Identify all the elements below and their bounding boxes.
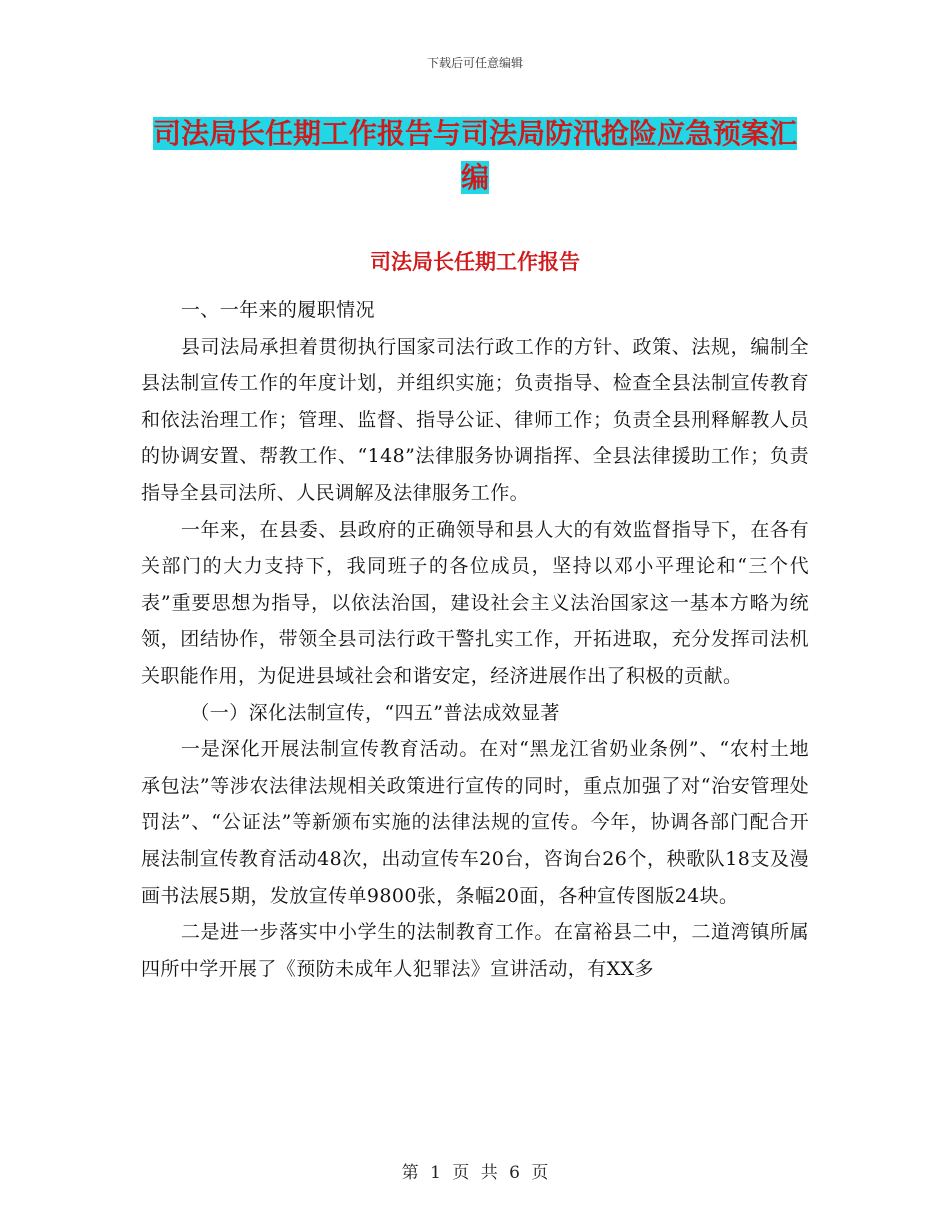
document-body — [141, 292, 809, 987]
paragraph: 一年来，在县委、县政府的正确领导和县人大的有效监督指导下，在各有关部门的大力支持下，我同班子的各位成员，坚持以邓小平理论和“三个代表”重要思想为指导，以依法治国，建设社会主义法治国家这一基本方略为统领，团结协作，带领全县司法行政干警扎实工作，开拓进取，充分发挥司法机关职能作用，为促进县域社会和谐安定，经济进展作出了积极的贡献。 — [141, 518, 809, 687]
paragraph-heading-1: 一、一年来的履职情况 — [180, 299, 375, 321]
paragraph: 一是深化开展法制宣传教育活动。在对“黑龙江省奶业条例”、“农村土地承包法”等涉农法律法规相关政策进行宣传的同时，重点加强了对“治安管理处罚法”、“公证法”等新颁布实施的法律法规的宣传。今年，协调各部门配合开展法制宣传教育活动48次，出动宣传车20台，咨询台26个，秧歌队18支及漫画书法展5期，发放宣传单9800张，条幅20面，各种宣传图版24块。 — [141, 738, 809, 907]
paragraph: 县司法局承担着贯彻执行国家司法行政工作的方针、政策、法规，编制全县法制宣传工作的年度计划，并组织实施；负责指导、检查全县法制宣传教育和依法治理工作；管理、监督、指导公证、律师工作；负责全县刑释解教人员的协调安置、帮教工作、“148”法律服务协调指挥、全县法律援助工作；负责指导全县司法所、人民调解及法律服务工作。 — [141, 335, 809, 504]
paragraph-subheading: （一）深化法制宣传，“四五”普法成效显著 — [190, 701, 560, 724]
document-title-line-1: 司法局长任期工作报告与司法局防汛抢险应急预案汇 — [152, 117, 797, 150]
document-title — [140, 112, 810, 200]
header-note: 下载后可任意编辑 — [426, 56, 523, 70]
paragraph: 二是进一步落实中小学生的法制教育工作。在富裕县二中，二道湾镇所属四所中学开展了《预防未成年人犯罪法》宣讲活动，有XX多 — [141, 921, 809, 980]
document-title-line-2: 编 — [460, 161, 489, 194]
section-title: 司法局长任期工作报告 — [370, 250, 580, 274]
page-footer: 第 1 页 共 6 页 — [401, 1163, 549, 1183]
